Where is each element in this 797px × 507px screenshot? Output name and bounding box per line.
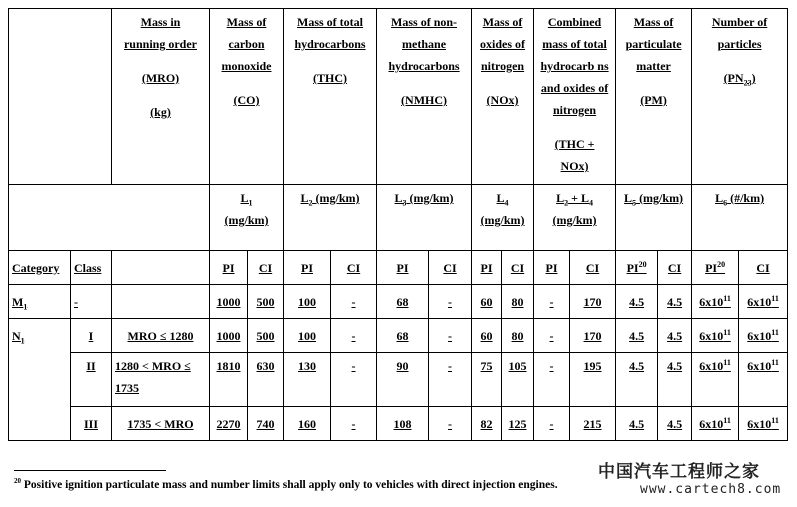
header-nox-ci: CI <box>502 251 534 285</box>
table-row <box>9 353 788 407</box>
pn-ci-cell: $6x10^{11}$ <box>739 285 788 319</box>
header-pn-line: $(PN_{23})$ <box>723 71 756 88</box>
header-thc <box>284 9 377 185</box>
header-pm-line: Mass of <box>633 15 674 29</box>
pm-pi-cell: 4.5 <box>616 319 658 353</box>
pm-ci-cell: 4.5 <box>658 319 692 353</box>
header-nmhc-line: hydrocarbons <box>388 59 460 73</box>
thc-ci-cell: - <box>331 353 377 407</box>
header-nmhc-ci: CI <box>429 251 472 285</box>
header-thc-nox-line: nitrogen <box>552 103 597 117</box>
header-co-line: carbon <box>228 37 265 51</box>
watermark-logo-text: 中国汽车工程师之家 <box>598 462 760 482</box>
header-nox-line: Mass of <box>482 15 523 29</box>
header-pm-ci: CI <box>658 251 692 285</box>
header-row-columns <box>9 251 788 285</box>
nox-pi-cell: 60 <box>472 319 502 353</box>
pn-pi-cell: $6x10^{11}$ <box>692 407 739 441</box>
thc-nox-ci-cell: 170 <box>570 319 616 353</box>
header-mro <box>112 9 210 185</box>
category-cell: $M_1$ <box>9 285 71 319</box>
nmhc-pi-cell: 68 <box>377 285 429 319</box>
nox-pi-cell: 75 <box>472 353 502 407</box>
header-pn-ci: CI <box>739 251 788 285</box>
nmhc-ci-cell: - <box>429 353 472 407</box>
limit-l1: $L_1$ (mg/km) <box>210 185 284 251</box>
header-pm-line: (PM) <box>640 93 667 107</box>
header-thc-nox-line: NOx) <box>560 159 589 173</box>
thc-nox-pi-cell: - <box>534 285 570 319</box>
header-nox <box>472 9 534 185</box>
header-pn-pi: PI$^{20}$ <box>692 251 739 285</box>
thc-nox-pi-cell: - <box>534 319 570 353</box>
co-pi-cell: 1000 <box>210 285 248 319</box>
header-nmhc-pi: PI <box>377 251 429 285</box>
co-ci-cell: 500 <box>248 285 284 319</box>
limit-l3: $L_3$ (mg/km) <box>377 185 472 251</box>
limits-blank <box>9 185 210 251</box>
header-mro-line: running order <box>123 37 197 51</box>
header-thc-line: hydrocarbons <box>294 37 366 51</box>
nox-ci-cell: 105 <box>502 353 534 407</box>
header-co <box>210 9 284 185</box>
mro-cell <box>112 285 210 319</box>
mro-cell: 1280 < MRO ≤ 1735 <box>112 353 210 407</box>
header-pm-line: matter <box>636 59 671 73</box>
header-thc-nox-line: Combined <box>547 15 602 29</box>
nox-ci-cell: 80 <box>502 285 534 319</box>
header-thc-pi: PI <box>284 251 331 285</box>
header-co-ci: CI <box>248 251 284 285</box>
pm-ci-cell: 4.5 <box>658 407 692 441</box>
header-nmhc-line: methane <box>402 37 447 51</box>
limit-l2: $L_2$ (mg/km) <box>284 185 377 251</box>
co-pi-cell: 2270 <box>210 407 248 441</box>
co-pi-cell: 1000 <box>210 319 248 353</box>
header-nmhc-line: Mass of non- <box>391 15 458 29</box>
watermark-url: www.cartech8.com <box>640 482 782 497</box>
header-nmhc-line: (NMHC) <box>401 93 448 107</box>
nmhc-pi-cell: 108 <box>377 407 429 441</box>
emission-limits-table <box>8 8 788 441</box>
nox-pi-cell: 60 <box>472 285 502 319</box>
table-row <box>9 285 788 319</box>
class-cell: III <box>71 407 112 441</box>
thc-pi-cell: 100 <box>284 319 331 353</box>
header-thc-line: (THC) <box>313 71 348 85</box>
pm-pi-cell: 4.5 <box>616 353 658 407</box>
header-thc-nox-line: (THC + <box>554 137 595 151</box>
header-pn-line: particles <box>717 37 762 51</box>
header-pn-line: Number of <box>711 15 768 29</box>
nmhc-ci-cell: - <box>429 319 472 353</box>
footnote: $^{20}$ Positive ignition particulate mass and number limits shall apply only to vehicles with direct injection engines. <box>14 477 558 491</box>
class-cell: - <box>71 285 112 319</box>
nox-ci-cell: 80 <box>502 319 534 353</box>
header-nox-line: (NOx) <box>486 93 519 107</box>
pn-ci-cell: $6x10^{11}$ <box>739 319 788 353</box>
co-pi-cell: 1810 <box>210 353 248 407</box>
header-blank <box>9 9 112 185</box>
table-row <box>9 407 788 441</box>
header-thc-nox <box>534 9 616 185</box>
header-thc-nox-line: hydrocarb ns <box>540 59 609 73</box>
header-co-pi: PI <box>210 251 248 285</box>
header-category: Category <box>9 251 71 285</box>
nmhc-ci-cell: - <box>429 285 472 319</box>
header-thc-ci: CI <box>331 251 377 285</box>
pn-ci-cell: $6x10^{11}$ <box>739 407 788 441</box>
footnote-divider <box>14 470 166 471</box>
nox-pi-cell: 82 <box>472 407 502 441</box>
table-row <box>9 319 788 353</box>
header-mro-line: Mass in <box>140 15 181 29</box>
header-nmhc <box>377 9 472 185</box>
thc-nox-ci-cell: 195 <box>570 353 616 407</box>
thc-pi-cell: 100 <box>284 285 331 319</box>
thc-nox-pi-cell: - <box>534 353 570 407</box>
thc-ci-cell: - <box>331 407 377 441</box>
class-cell: II <box>71 353 112 407</box>
header-pn <box>692 9 788 185</box>
thc-nox-pi-cell: - <box>534 407 570 441</box>
header-mro-line: (MRO) <box>141 71 180 85</box>
mro-cell: MRO ≤ 1280 <box>112 319 210 353</box>
header-nox-pi: PI <box>472 251 502 285</box>
pm-pi-cell: 4.5 <box>616 407 658 441</box>
header-thc-nox-line: and oxides of <box>540 81 609 95</box>
mro-cell: 1735 < MRO <box>112 407 210 441</box>
limit-l4: $L_4$ (mg/km) <box>472 185 534 251</box>
nmhc-ci-cell: - <box>429 407 472 441</box>
nmhc-pi-cell: 90 <box>377 353 429 407</box>
co-ci-cell: 630 <box>248 353 284 407</box>
pn-pi-cell: $6x10^{11}$ <box>692 285 739 319</box>
header-pm-pi: PI$^{20}$ <box>616 251 658 285</box>
header-mro-line: (kg) <box>150 105 171 119</box>
header-row-limits <box>9 185 788 251</box>
header-co-line: monoxide <box>221 59 272 73</box>
header-thc-nox-ci: CI <box>570 251 616 285</box>
header-thc-nox-line: mass of total <box>542 37 607 51</box>
pm-pi-cell: 4.5 <box>616 285 658 319</box>
nox-ci-cell: 125 <box>502 407 534 441</box>
header-co-line: (CO) <box>233 93 260 107</box>
pm-ci-cell: 4.5 <box>658 353 692 407</box>
header-nox-line: oxides of <box>480 37 526 51</box>
pn-pi-cell: $6x10^{11}$ <box>692 319 739 353</box>
category-cell: $N_1$ <box>9 319 71 441</box>
pn-pi-cell: $6x10^{11}$ <box>692 353 739 407</box>
header-thc-nox-pi: PI <box>534 251 570 285</box>
header-row-pollutants <box>9 9 788 185</box>
header-mro-blank <box>112 251 210 285</box>
header-co-line: Mass of <box>226 15 267 29</box>
header-nox-line: nitrogen <box>480 59 525 73</box>
thc-pi-cell: 130 <box>284 353 331 407</box>
limit-l6: $L_6$ (#/km) <box>692 185 788 251</box>
header-thc-line: Mass of total <box>297 15 364 29</box>
nmhc-pi-cell: 68 <box>377 319 429 353</box>
co-ci-cell: 740 <box>248 407 284 441</box>
thc-nox-ci-cell: 215 <box>570 407 616 441</box>
thc-pi-cell: 160 <box>284 407 331 441</box>
thc-nox-ci-cell: 170 <box>570 285 616 319</box>
co-ci-cell: 500 <box>248 319 284 353</box>
pm-ci-cell: 4.5 <box>658 285 692 319</box>
header-pm-line: particulate <box>625 37 682 51</box>
class-cell: I <box>71 319 112 353</box>
pn-ci-cell: $6x10^{11}$ <box>739 353 788 407</box>
header-class: Class <box>71 251 112 285</box>
thc-ci-cell: - <box>331 285 377 319</box>
header-pm <box>616 9 692 185</box>
limit-l2-l4: $L_2 + L_4$ (mg/km) <box>534 185 616 251</box>
limit-l5: $L_5$ (mg/km) <box>616 185 692 251</box>
thc-ci-cell: - <box>331 319 377 353</box>
